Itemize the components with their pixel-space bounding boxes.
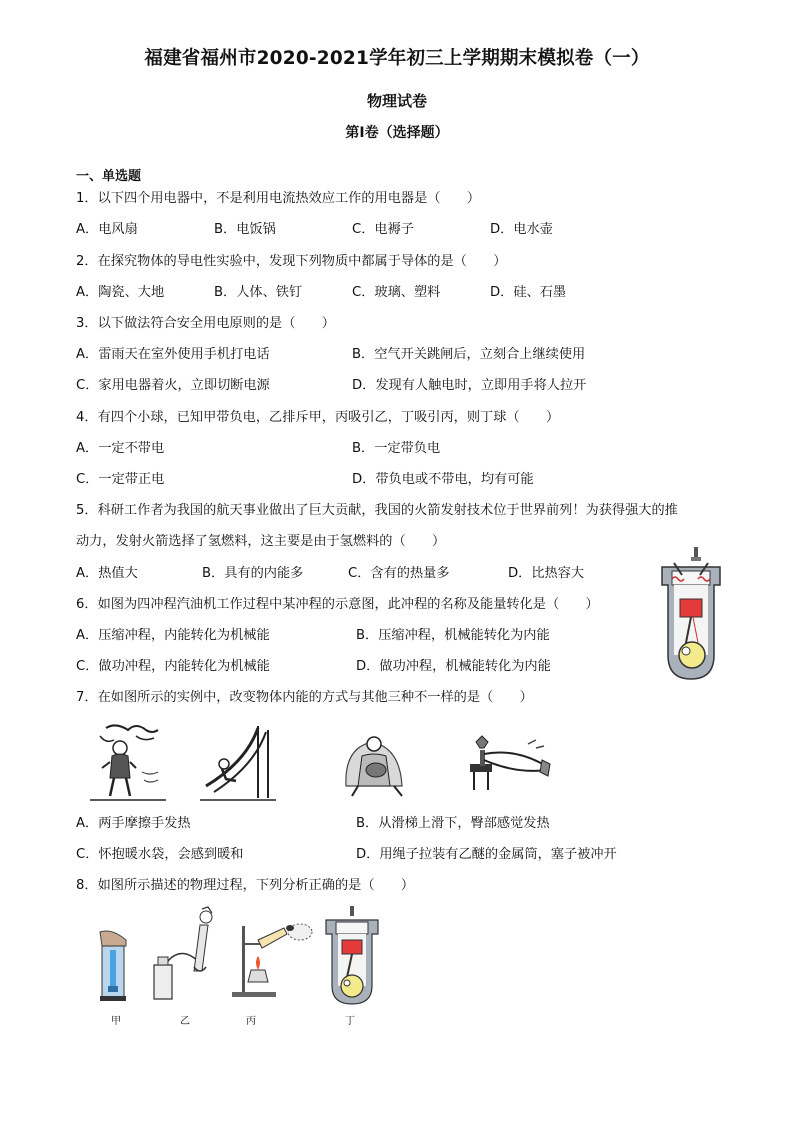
q4-option-c: C．一定带正电 [76,472,165,487]
section-heading: 一、单选题 [76,169,142,184]
question-4-stem: 4．有四个小球，已知甲带负电，乙排斥甲，丙吸引乙，丁吸引丙，则丁球（ ） [76,410,560,425]
q5-option-c: C．含有的热量多 [348,566,450,581]
question-5-stem-continued: 动力，发射火箭选择了氢燃料，这主要是由于氢燃料的（ ） [76,534,446,549]
q7-option-b: B．从滑梯上滑下，臀部感觉发热 [356,816,550,831]
exam-subtitle: 物理试卷 [366,92,427,110]
figure-yi-bottle-pump [146,905,226,1005]
q2-option-c: C．玻璃、塑料 [352,285,441,300]
q1-option-b: B．电饭锅 [214,222,276,237]
q4-option-a: A．一定不带电 [76,441,165,456]
q6-option-c: C．做功冲程，内能转化为机械能 [76,659,270,674]
q3-option-c: C．家用电器着火，立即切断电源 [76,378,270,393]
q3-option-a: A．雷雨天在室外使用手机打电话 [76,347,270,362]
caption-bing: 丙 [246,1016,256,1027]
q6-option-d: D．做功冲程，机械能转化为内能 [356,659,551,674]
caption-jia: 甲 [111,1016,121,1027]
q3-option-d: D．发现有人触电时，立即用手将人拉开 [352,378,587,393]
q2-option-d: D．硅、石墨 [490,285,567,300]
caption-ding: 丁 [345,1016,355,1027]
q7-option-d: D．用绳子拉装有乙醚的金属筒，塞子被冲开 [356,847,617,862]
q2-option-a: A．陶瓷、大地 [76,285,165,300]
figure-bing-test-tube [228,918,318,1000]
exam-title: 福建省福州市2020-2021学年初三上学期期末模拟卷（一） [144,48,650,69]
q1-option-a: A．电风扇 [76,222,138,237]
q7-option-a: A．两手摩擦手发热 [76,816,191,831]
slide-figure [196,722,280,802]
q4-option-b: B．一定带负电 [352,441,441,456]
question-8-stem: 8．如图所示描述的物理过程，下列分析正确的是（ ） [76,878,415,893]
caption-yi: 乙 [180,1016,190,1027]
question-2-stem: 2．在探究物体的导电性实验中，发现下列物质中都属于导体的是（ ） [76,254,507,269]
question-5-stem: 5．科研工作者为我国的航天事业做出了巨大贡献，我国的火箭发射技术位于世界前列！为获得强大的推 [76,503,678,518]
question-1-stem: 1．以下四个用电器中，不是利用电流热效应工作的用电器是（ ） [76,191,481,206]
q5-option-d: D．比热容大 [508,566,585,581]
q2-option-b: B．人体、铁钉 [214,285,303,300]
figure-ding-engine [322,906,382,1006]
engine-stroke-figure [656,545,726,685]
q1-option-c: C．电褥子 [352,222,414,237]
question-3-stem: 3．以下做法符合安全用电原则的是（ ） [76,316,335,331]
question-6-stem: 6．如图为四冲程汽油机工作过程中某冲程的示意图，此冲程的名称及能量转化是（ ） [76,597,599,612]
q6-option-a: A．压缩冲程，内能转化为机械能 [76,628,270,643]
figure-jia-tube [96,930,132,1004]
q5-option-b: B．具有的内能多 [202,566,304,581]
rope-metal-tube-figure [466,730,556,794]
q6-option-b: B．压缩冲程，机械能转化为内能 [356,628,550,643]
q1-option-d: D．电水壶 [490,222,553,237]
volume-label: 第I卷（选择题） [345,125,449,141]
hot-water-bag-figure [338,726,420,800]
q7-option-c: C．怀抱暖水袋，会感到暖和 [76,847,244,862]
question-7-stem: 7．在如图所示的实例中，改变物体内能的方式与其他三种不一样的是（ ） [76,690,533,705]
q3-option-b: B．空气开关跳闸后，立刻合上继续使用 [352,347,586,362]
q5-option-a: A．热值大 [76,566,138,581]
q4-option-d: D．带负电或不带电，均有可能 [352,472,534,487]
rubbing-hands-figure [86,722,170,802]
